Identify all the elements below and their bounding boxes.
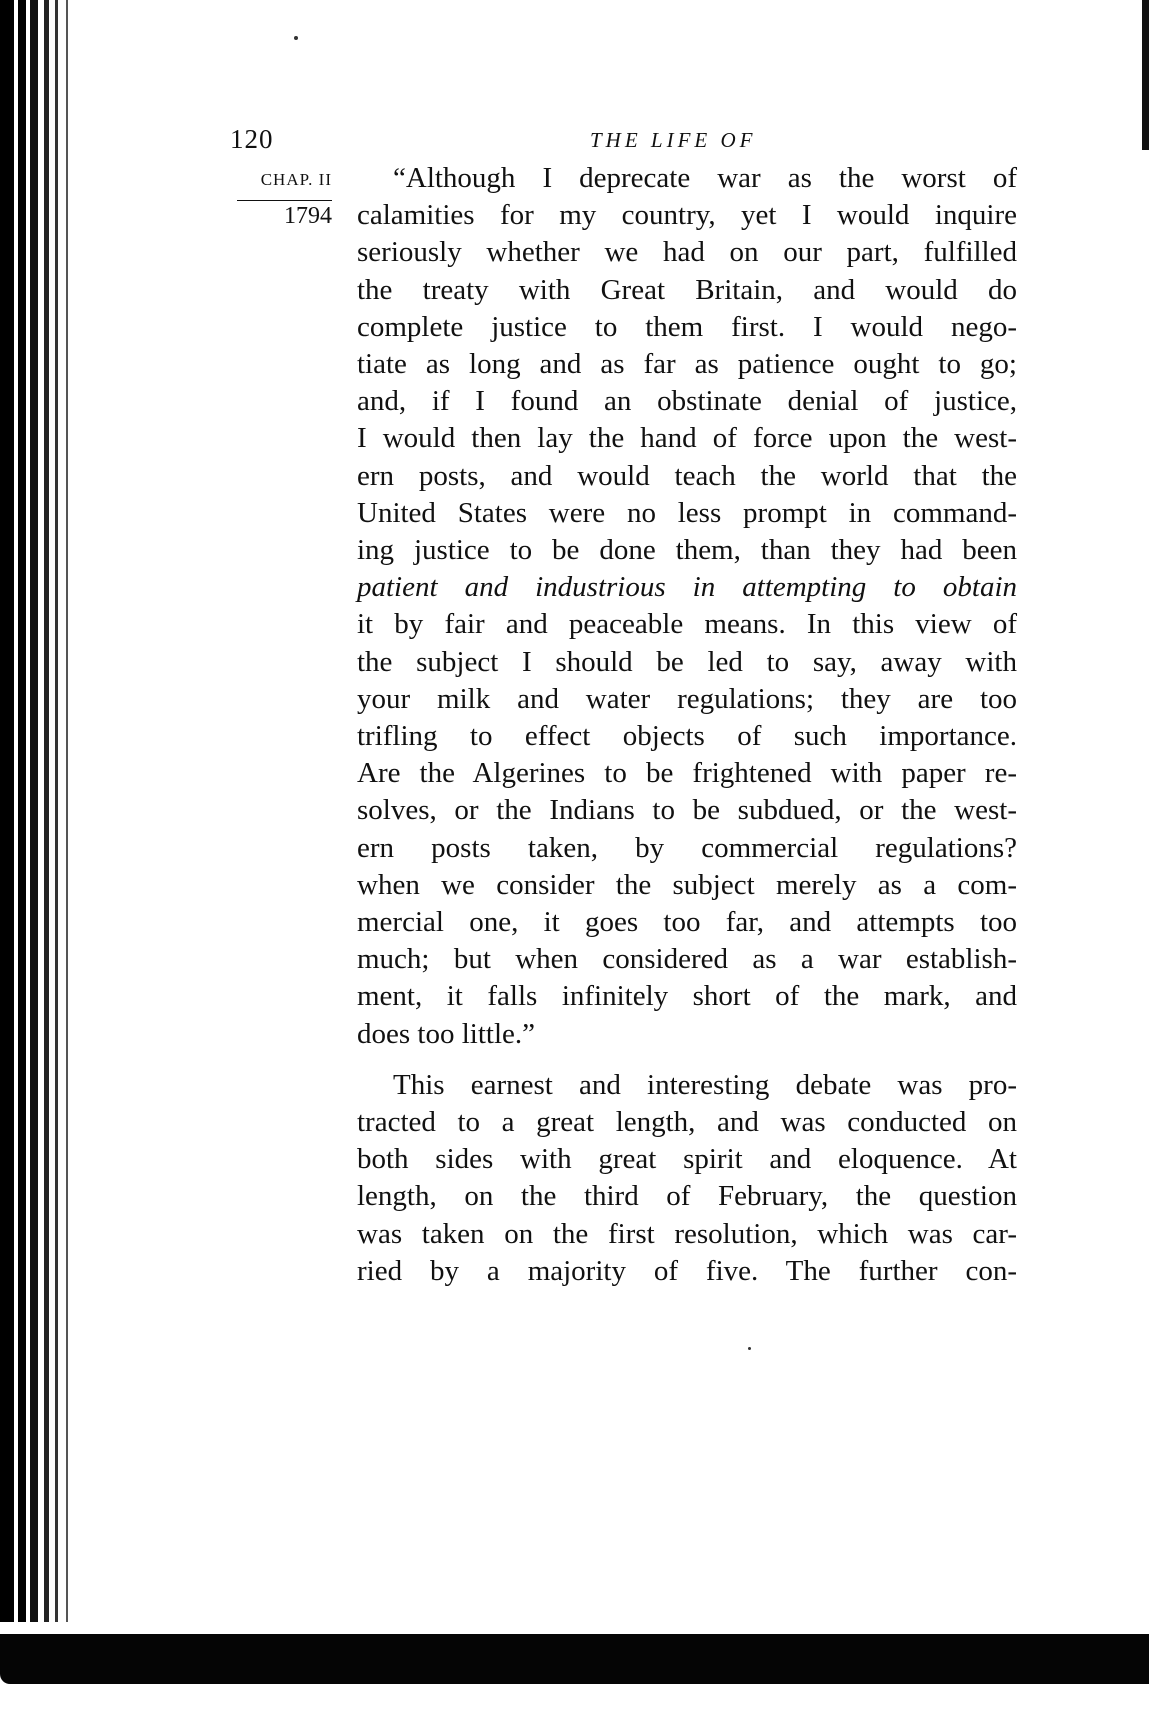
page-right-edge bbox=[1142, 0, 1149, 150]
text-line: “Although I deprecate war as the worst of bbox=[393, 162, 1017, 194]
text-line: ried by a majority of five. The further con- bbox=[357, 1254, 1017, 1287]
text-line: ern posts taken, by commercial regulations? bbox=[357, 831, 1017, 864]
running-head-title: THE LIFE OF bbox=[590, 128, 757, 152]
text-line: tracted to a great length, and was conducted on bbox=[357, 1106, 1017, 1139]
margin-note bbox=[222, 170, 332, 230]
text-line: patient and industrious in attempting to obtain bbox=[357, 571, 1017, 604]
text-line: ment, it falls infinitely short of the mark, and bbox=[357, 980, 1017, 1013]
text-line: does too little.” bbox=[357, 1017, 535, 1050]
text-line: length, on the third of February, the question bbox=[357, 1180, 1017, 1213]
text-line: seriously whether we had on our part, fulfilled bbox=[357, 236, 1017, 269]
paragraph-1 bbox=[357, 160, 1017, 1053]
text-line: ern posts, and would teach the world that the bbox=[357, 459, 1017, 492]
running-head bbox=[230, 124, 930, 164]
paragraph-2 bbox=[357, 1067, 1017, 1290]
page-number: 120 bbox=[230, 124, 274, 154]
text-line: ing justice to be done them, than they had been bbox=[357, 534, 1017, 567]
text-line: I would then lay the hand of force upon the west- bbox=[357, 422, 1017, 455]
text-line: complete justice to them first. I would nego- bbox=[357, 310, 1017, 343]
scan-speck bbox=[294, 36, 298, 40]
text-line: solves, or the Indians to be subdued, or the west- bbox=[357, 794, 1017, 827]
year-label: 1794 bbox=[284, 203, 332, 229]
text-line: it by fair and peaceable means. In this view of bbox=[357, 608, 1017, 641]
text-line: was taken on the first resolution, which was car- bbox=[357, 1217, 1017, 1250]
body-text bbox=[357, 160, 1017, 1290]
text-line: mercial one, it goes too far, and attempts too bbox=[357, 906, 1017, 939]
book-gutter bbox=[0, 0, 78, 1716]
text-line: Are the Algerines to be frightened with paper re- bbox=[357, 757, 1017, 790]
chapter-label: CHAP. II bbox=[237, 170, 332, 201]
text-line: United States were no less prompt in command- bbox=[357, 496, 1017, 529]
text-line: and, if I found an obstinate denial of justice, bbox=[357, 385, 1017, 418]
text-line: calamities for my country, yet I would inquire bbox=[357, 199, 1017, 232]
scan-speck bbox=[748, 1347, 751, 1350]
text-line: much; but when considered as a war establish- bbox=[357, 943, 1017, 976]
text-line: both sides with great spirit and eloquence. At bbox=[357, 1143, 1017, 1176]
text-line: tiate as long and as far as patience ought to go; bbox=[357, 348, 1017, 381]
text-line: the treaty with Great Britain, and would do bbox=[357, 273, 1017, 306]
text-line: trifling to effect objects of such importance. bbox=[357, 720, 1017, 753]
text-line: This earnest and interesting debate was pro- bbox=[393, 1068, 1017, 1101]
text-line: when we consider the subject merely as a com- bbox=[357, 868, 1017, 901]
page-bottom-edge bbox=[0, 1622, 1149, 1716]
text-line: the subject I should be led to say, away with bbox=[357, 645, 1017, 678]
text-line: your milk and water regulations; they are too bbox=[357, 682, 1017, 715]
